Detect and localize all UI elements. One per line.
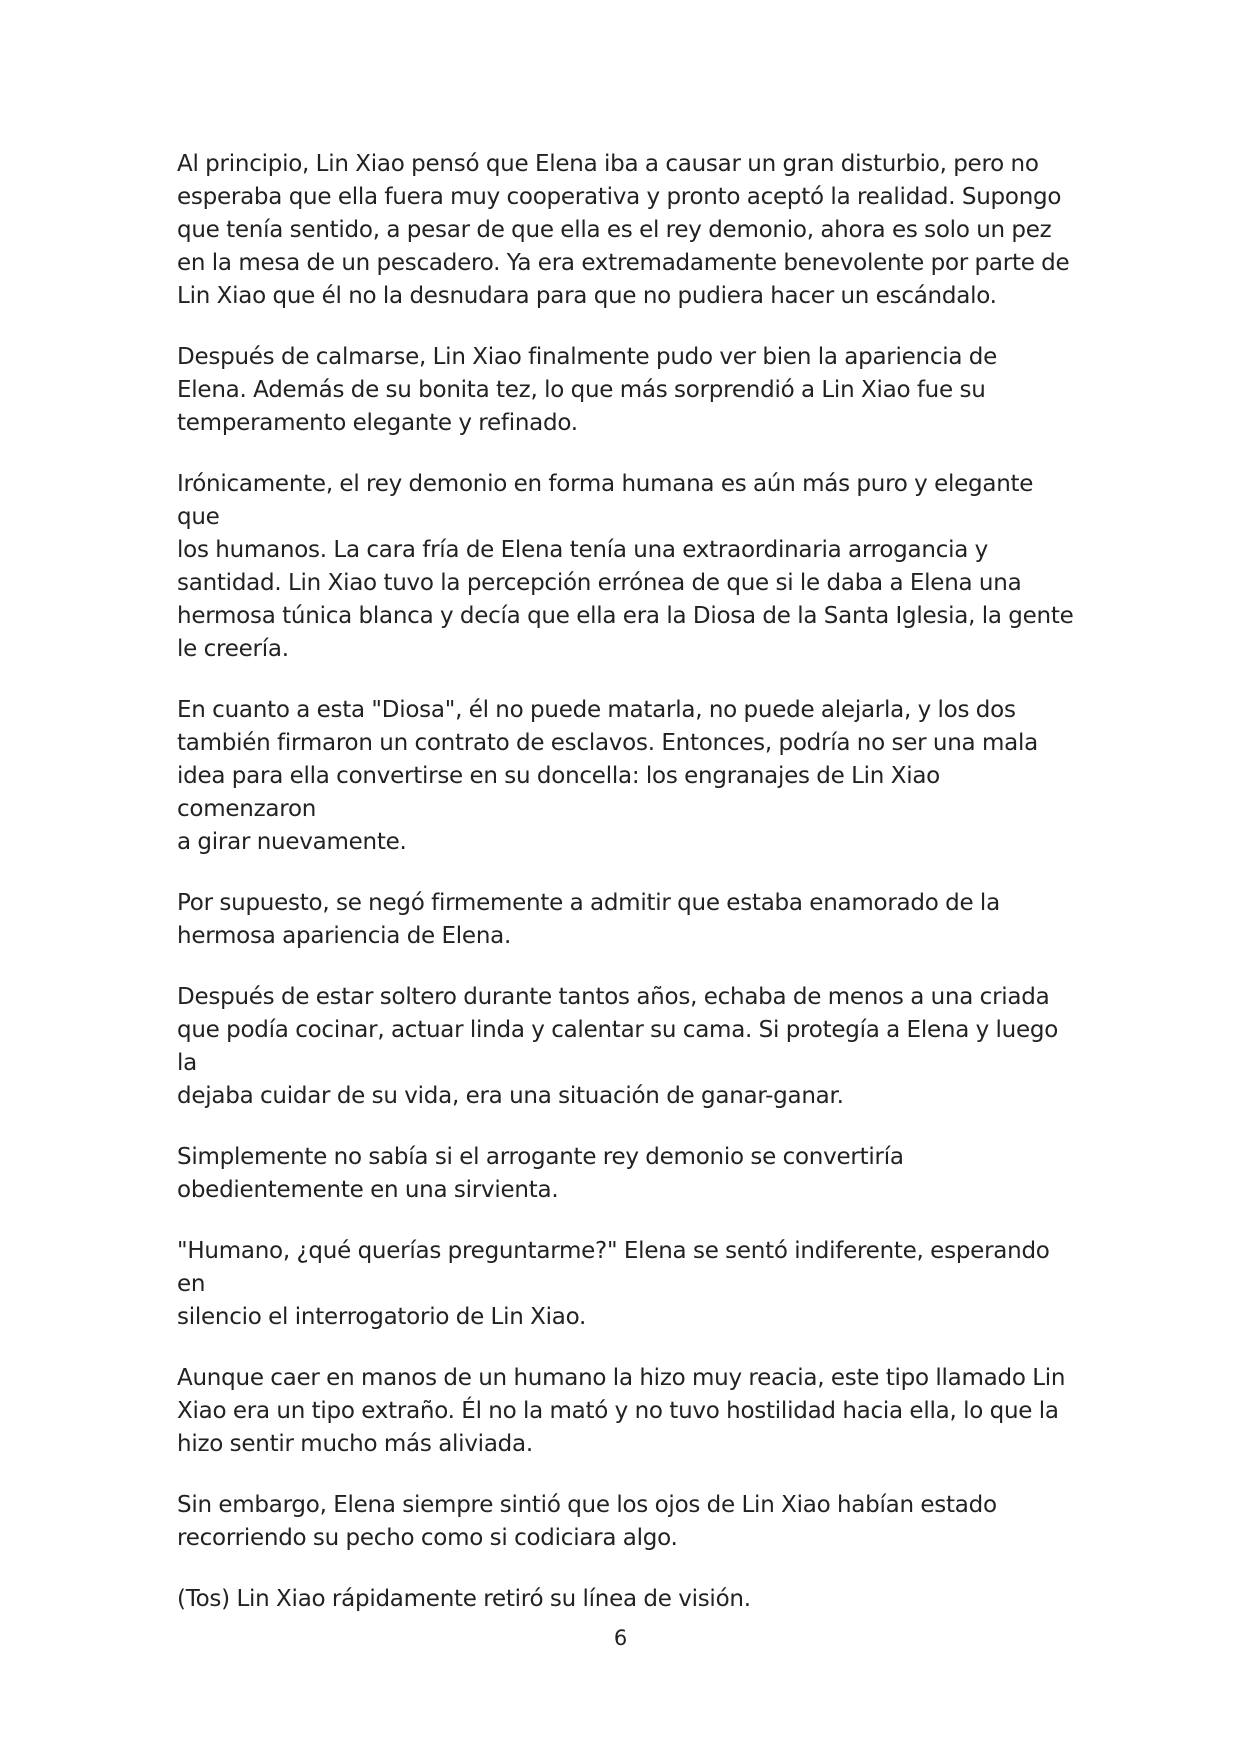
body-text (177, 148, 1077, 1644)
paragraph-5: Por supuesto, se negó firmemente a admitir que estaba enamorado de la hermosa apariencia de Elena. (177, 890, 1000, 949)
paragraph-8: "Humano, ¿qué querías preguntarme?" Elena se sentó indiferente, esperando en silencio el interrogatorio de Lin Xiao. (177, 1238, 1050, 1330)
paragraph-6: Después de estar soltero durante tantos años, echaba de menos a una criada que podía cocinar, actuar linda y calentar su cama. Si protegía a Elena y luego la dejaba cuidar de su vida, era una situación de ganar-ganar. (177, 984, 1059, 1109)
paragraph-11: (Tos) Lin Xiao rápidamente retiró su línea de visión. (177, 1586, 751, 1612)
paragraph-10: Sin embargo, Elena siempre sintió que los ojos de Lin Xiao habían estado recorriendo su pecho como si codiciara algo. (177, 1492, 997, 1551)
paragraph-4: En cuanto a esta "Diosa", él no puede matarla, no puede alejarla, y los dos también firmaron un contrato de esclavos. Entonces, podría no ser una mala idea para ella convertirse en su doncella: los engranajes de Lin Xiao comenzaron a girar nuevamente. (177, 697, 1038, 855)
paragraph-7: Simplemente no sabía si el arrogante rey demonio se convertiría obedientemente en una sirvienta. (177, 1144, 904, 1203)
paragraph-1: Al principio, Lin Xiao pensó que Elena iba a causar un gran disturbio, pero no esperaba que ella fuera muy cooperativa y pronto aceptó la realidad. Supongo que tenía sentido, a pesar de que ella es el rey demonio, ahora es solo un pez en la mesa de un pescadero. Ya era extremadamente benevolente por parte de Lin Xiao que él no la desnudara para que no pudiera hacer un escándalo. (177, 151, 1070, 309)
paragraph-9: Aunque caer en manos de un humano la hizo muy reacia, este tipo llamado Lin Xiao era un tipo extraño. Él no la mató y no tuvo hostilidad hacia ella, lo que la hizo sentir mucho más aliviada. (177, 1365, 1066, 1457)
paragraph-2: Después de calmarse, Lin Xiao finalmente pudo ver bien la apariencia de Elena. Además de su bonita tez, lo que más sorprendió a Lin Xiao fue su temperamento elegante y refinado. (177, 344, 998, 436)
paragraph-3: Irónicamente, el rey demonio en forma humana es aún más puro y elegante que los humanos. La cara fría de Elena tenía una extraordinaria arrogancia y santidad. Lin Xiao tuvo la percepción errónea de que si le daba a Elena una hermosa túnica blanca y decía que ella era la Diosa de la Santa Iglesia, la gente le creería. (177, 471, 1074, 662)
page-number: 6 (613, 1626, 628, 1650)
